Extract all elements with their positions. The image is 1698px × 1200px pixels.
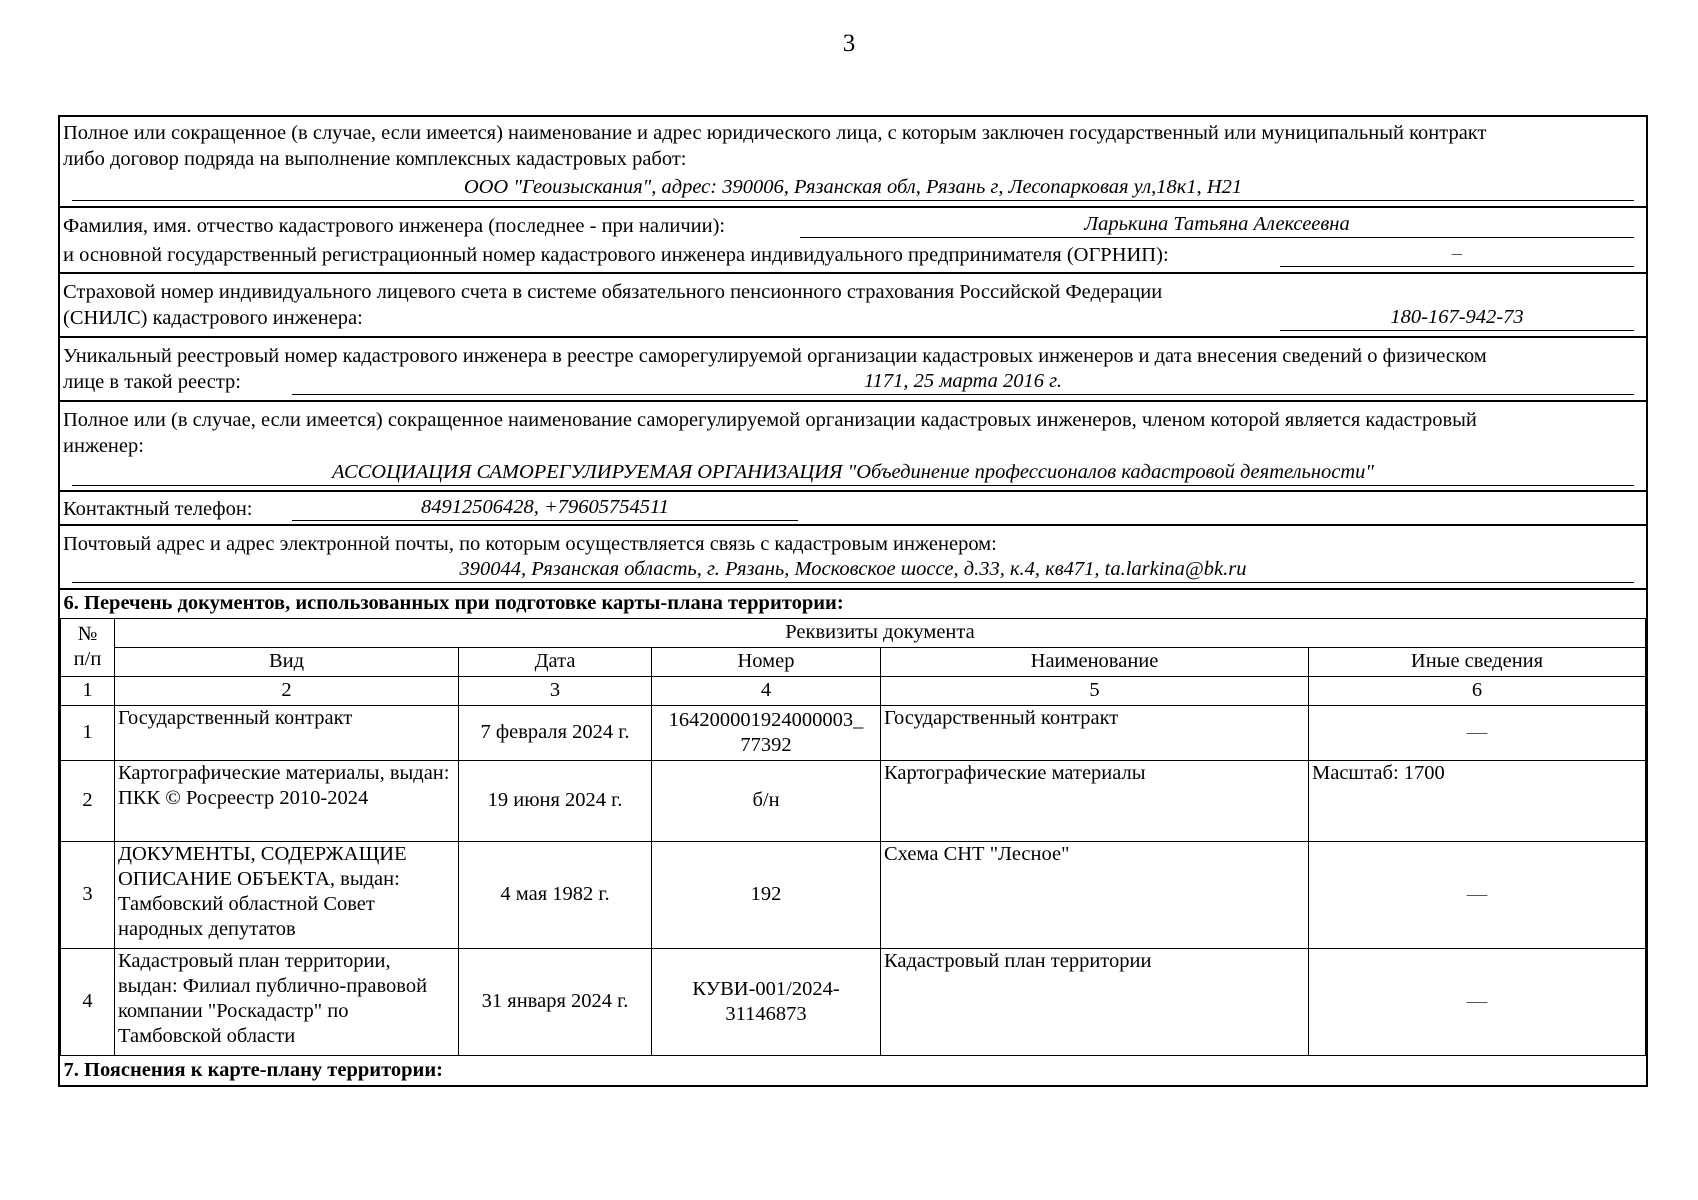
row-date: 19 июня 2024 г. — [459, 760, 652, 841]
snils-value: 180-167-942-73 — [1280, 305, 1634, 331]
row-date: 7 февраля 2024 г. — [459, 705, 652, 760]
row-number: 192 — [652, 841, 881, 948]
mail-label: Почтовый адрес и адрес электронной почты, по которым осуществляется связь с кадастровым инженером: — [63, 533, 997, 555]
engineer-name-label: Фамилия, имя. отчество кадастрового инженера (последнее - при наличии): — [63, 215, 726, 237]
contractor-label-1: Полное или сокращенное (в случае, если имеется) наименование и адрес юридического лица, с которым заключен государственный или муниципальный контракт — [63, 122, 1487, 144]
row-other: — — [1309, 705, 1646, 760]
table-row — [61, 760, 1646, 841]
header-num-line1: № — [77, 623, 98, 645]
snils-label-2: (СНИЛС) кадастрового инженера: — [63, 307, 363, 329]
registry-section — [60, 338, 1646, 402]
cadastral-form — [58, 115, 1648, 1087]
ogrnip-value: – — [1280, 241, 1634, 267]
table-row — [61, 705, 1646, 760]
row-number: 164200001924000003_ 77392 — [652, 705, 881, 760]
row-kind: Государственный контракт — [115, 705, 459, 760]
header-group-requisites: Реквизиты документа — [115, 618, 1646, 647]
sro-value: АССОЦИАЦИЯ САМОРЕГУЛИРУЕМАЯ ОРГАНИЗАЦИЯ "Объединение профессионалов кадастровой деятельности" — [72, 460, 1634, 486]
row-other: Масштаб: 1700 — [1309, 760, 1646, 841]
row-number: б/н — [652, 760, 881, 841]
header-name: Наименование — [881, 647, 1309, 676]
registry-label-1: Уникальный реестровый номер кадастрового инженера в реестре саморегулируемой организации кадастровых инженеров и дата внесения сведений о физическом — [63, 345, 1487, 367]
section-6-title: 6. Перечень документов, использованных при подготовке карты-плана территории: — [61, 590, 1646, 618]
section-7-title: 7. Пояснения к карте-плану территории: — [61, 1055, 1646, 1085]
header-num-line2: п/п — [73, 648, 102, 670]
contractor-section — [60, 117, 1646, 208]
sro-label-2: инженер: — [63, 435, 144, 457]
registry-value: 1171, 25 марта 2016 г. — [292, 369, 1634, 395]
row-name: Картографические материалы — [881, 760, 1309, 841]
row-num: 1 — [61, 705, 115, 760]
row-name: Кадастровый план территории — [881, 948, 1309, 1055]
row-date: 4 мая 1982 г. — [459, 841, 652, 948]
row-kind: Картографические материалы, выдан: ПКК © Росреестр 2010-2024 — [115, 760, 459, 841]
snils-label-1: Страховой номер индивидуального лицевого счета в системе обязательного пенсионного страхования Российской Федерации — [63, 281, 1163, 303]
phone-value: 84912506428, +79605754511 — [292, 495, 798, 521]
page-number: 3 — [842, 30, 856, 57]
mail-section — [60, 526, 1646, 590]
table-row — [61, 841, 1646, 948]
phone-section — [60, 492, 1646, 526]
row-kind: ДОКУМЕНТЫ, СОДЕРЖАЩИЕ ОПИСАНИЕ ОБЪЕКТА, выдан: Тамбовский областной Совет народных депутатов — [115, 841, 459, 948]
row-num: 2 — [61, 760, 115, 841]
phone-label: Контактный телефон: — [63, 498, 253, 520]
row-num: 3 — [61, 841, 115, 948]
snils-section — [60, 274, 1646, 338]
row-name: Государственный контракт — [881, 705, 1309, 760]
contractor-value: ООО "Геоизыскания", адрес: 390006, Рязанская обл, Рязань г, Лесопарковая ул,18к1, Н21 — [72, 175, 1634, 201]
row-kind: Кадастровый план территории, выдан: Филиал публично-правовой компании "Роскадастр" по Тамбовской области — [115, 948, 459, 1055]
column-number: 6 — [1309, 676, 1646, 705]
column-number: 4 — [652, 676, 881, 705]
engineer-name-value: Ларькина Татьяна Алексеевна — [800, 212, 1634, 238]
contractor-label-2: либо договор подряда на выполнение комплексных кадастровых работ: — [63, 148, 687, 170]
row-date: 31 января 2024 г. — [459, 948, 652, 1055]
row-other: — — [1309, 948, 1646, 1055]
header-other: Иные сведения — [1309, 647, 1646, 676]
column-number: 2 — [115, 676, 459, 705]
engineer-section — [60, 208, 1646, 274]
ogrnip-label: и основной государственный регистрационный номер кадастрового инженера индивидуального предпринимателя (ОГРНИП): — [63, 244, 1169, 266]
column-number: 3 — [459, 676, 652, 705]
sro-section — [60, 402, 1646, 492]
table-row — [61, 948, 1646, 1055]
row-name: Схема СНТ "Лесное" — [881, 841, 1309, 948]
column-number: 1 — [61, 676, 115, 705]
sro-label-1: Полное или (в случае, если имеется) сокращенное наименование саморегулируемой организации кадастровых инженеров, членом которой является кадастровый — [63, 409, 1477, 431]
header-number: Номер — [652, 647, 881, 676]
row-other: — — [1309, 841, 1646, 948]
header-kind: Вид — [115, 647, 459, 676]
documents-section — [60, 590, 1646, 1085]
header-date: Дата — [459, 647, 652, 676]
registry-label-2: лице в такой реестр: — [63, 371, 241, 393]
header-num — [61, 618, 115, 676]
column-number: 5 — [881, 676, 1309, 705]
row-number: КУВИ-001/2024-31146873 — [652, 948, 881, 1055]
column-numbers-row — [61, 676, 1646, 705]
mail-value: 390044, Рязанская область, г. Рязань, Московское шоссе, д.33, к.4, кв471, ta.larkina@bk.ru — [72, 557, 1634, 583]
documents-table — [60, 590, 1646, 1085]
row-num: 4 — [61, 948, 115, 1055]
